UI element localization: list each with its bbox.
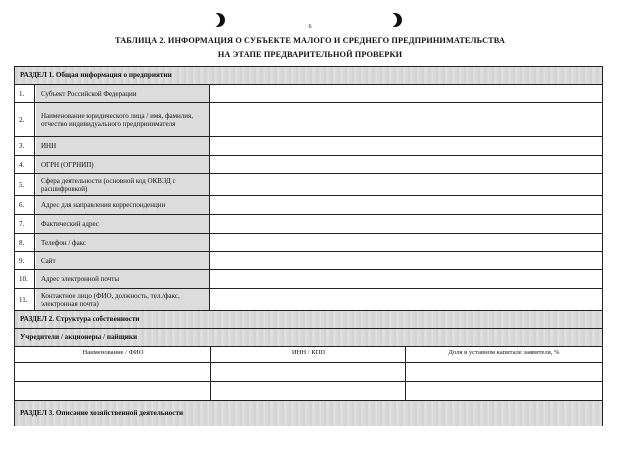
mailing-address-field[interactable] [211, 196, 602, 214]
row-number: 2. [15, 103, 35, 136]
owner-inn-cell[interactable] [211, 363, 406, 381]
row-number: 5. [15, 174, 35, 195]
row-label: Телефон / факс [36, 234, 210, 251]
website-field[interactable] [211, 252, 602, 269]
table-row [15, 270, 602, 289]
column-header-name: Наименование / ФИО [82, 349, 144, 356]
table-title-line-1: ТАБЛИЦА 2. ИНФОРМАЦИЯ О СУБЪЕКТЕ МАЛОГО И СРЕДНЕГО ПРЕДПРИНИМАТЕЛЬСТВА [114, 36, 505, 45]
row-number: 10. [15, 270, 35, 288]
section-2-subheader [15, 329, 602, 347]
company-name-field[interactable] [211, 103, 602, 136]
row-number: 6. [15, 196, 35, 214]
email-field[interactable] [211, 270, 602, 288]
owner-share-cell[interactable] [406, 382, 602, 400]
owner-name-cell[interactable] [15, 363, 211, 381]
row-number: 9. [15, 252, 35, 269]
table-row [15, 85, 602, 103]
section-2-heading: РАЗДЕЛ 2. Структура собственности [20, 315, 140, 323]
section-1-heading: РАЗДЕЛ 1. Общая информация о предприятии [20, 71, 172, 79]
owner-share-cell[interactable] [406, 363, 602, 381]
table-row [15, 156, 602, 174]
owner-inn-cell[interactable] [211, 382, 406, 400]
column-header-share: Доля в уставном капитале заявителя, % [448, 349, 560, 356]
row-label: Адрес для направления корреспонденции [36, 196, 210, 214]
row-label: Адрес электронной почты [36, 270, 210, 288]
row-label: Фактический адрес [36, 215, 210, 233]
section-3-header [15, 401, 602, 426]
section-1-header [15, 67, 602, 85]
activity-field[interactable] [211, 174, 602, 195]
table-row [15, 196, 602, 215]
table-row [15, 174, 602, 196]
row-label: ОГРН (ОГРНИП) [36, 156, 210, 173]
table-row [15, 252, 602, 270]
table-row [15, 289, 602, 311]
table-row [15, 363, 602, 382]
contact-person-field[interactable] [211, 289, 602, 310]
row-label: Сайт [36, 252, 210, 269]
table-title-line-2: НА ЭТАПЕ ПРЕДВАРИТЕЛЬНОЙ ПРОВЕРКИ [217, 50, 403, 59]
table-row [15, 215, 602, 234]
row-number: 7. [15, 215, 35, 233]
row-label: ИНН [36, 137, 210, 155]
actual-address-field[interactable] [211, 215, 602, 233]
row-number: 3. [15, 137, 35, 155]
info-table [14, 66, 603, 426]
inn-field[interactable] [211, 137, 602, 155]
section-2-header [15, 311, 602, 329]
section-2-subheading: Учредители / акционеры / пайщики [20, 333, 138, 341]
row-number: 4. [15, 156, 35, 173]
table-row [15, 234, 602, 252]
column-header-inn: ИНН / КПП [291, 349, 326, 356]
row-number: 8. [15, 234, 35, 251]
row-label: Контактное лицо (ФИО, должность, тел./факс, электронная почта) [36, 289, 210, 310]
table-row [15, 137, 602, 156]
page-number: 6 [308, 24, 312, 30]
owner-name-cell[interactable] [15, 382, 211, 400]
table-row [15, 382, 602, 401]
section-3-heading: РАЗДЕЛ 3. Описание хозяйственной деятельности [20, 409, 184, 417]
phone-fax-field[interactable] [211, 234, 602, 251]
row-label: Сфера деятельности (основной код ОКВЭД с расшифровкой) [36, 174, 210, 195]
ownership-header-row [15, 347, 602, 363]
row-number: 1. [15, 85, 35, 102]
table-row [15, 103, 602, 137]
row-label: Наименование юридического лица / имя, фамилия, отчество индивидуального предпринимателя [36, 103, 210, 136]
row-number: 11. [15, 289, 35, 310]
row-label: Субъект Российской Федерации [36, 85, 210, 102]
region-field[interactable] [211, 85, 602, 102]
ogrn-field[interactable] [211, 156, 602, 173]
